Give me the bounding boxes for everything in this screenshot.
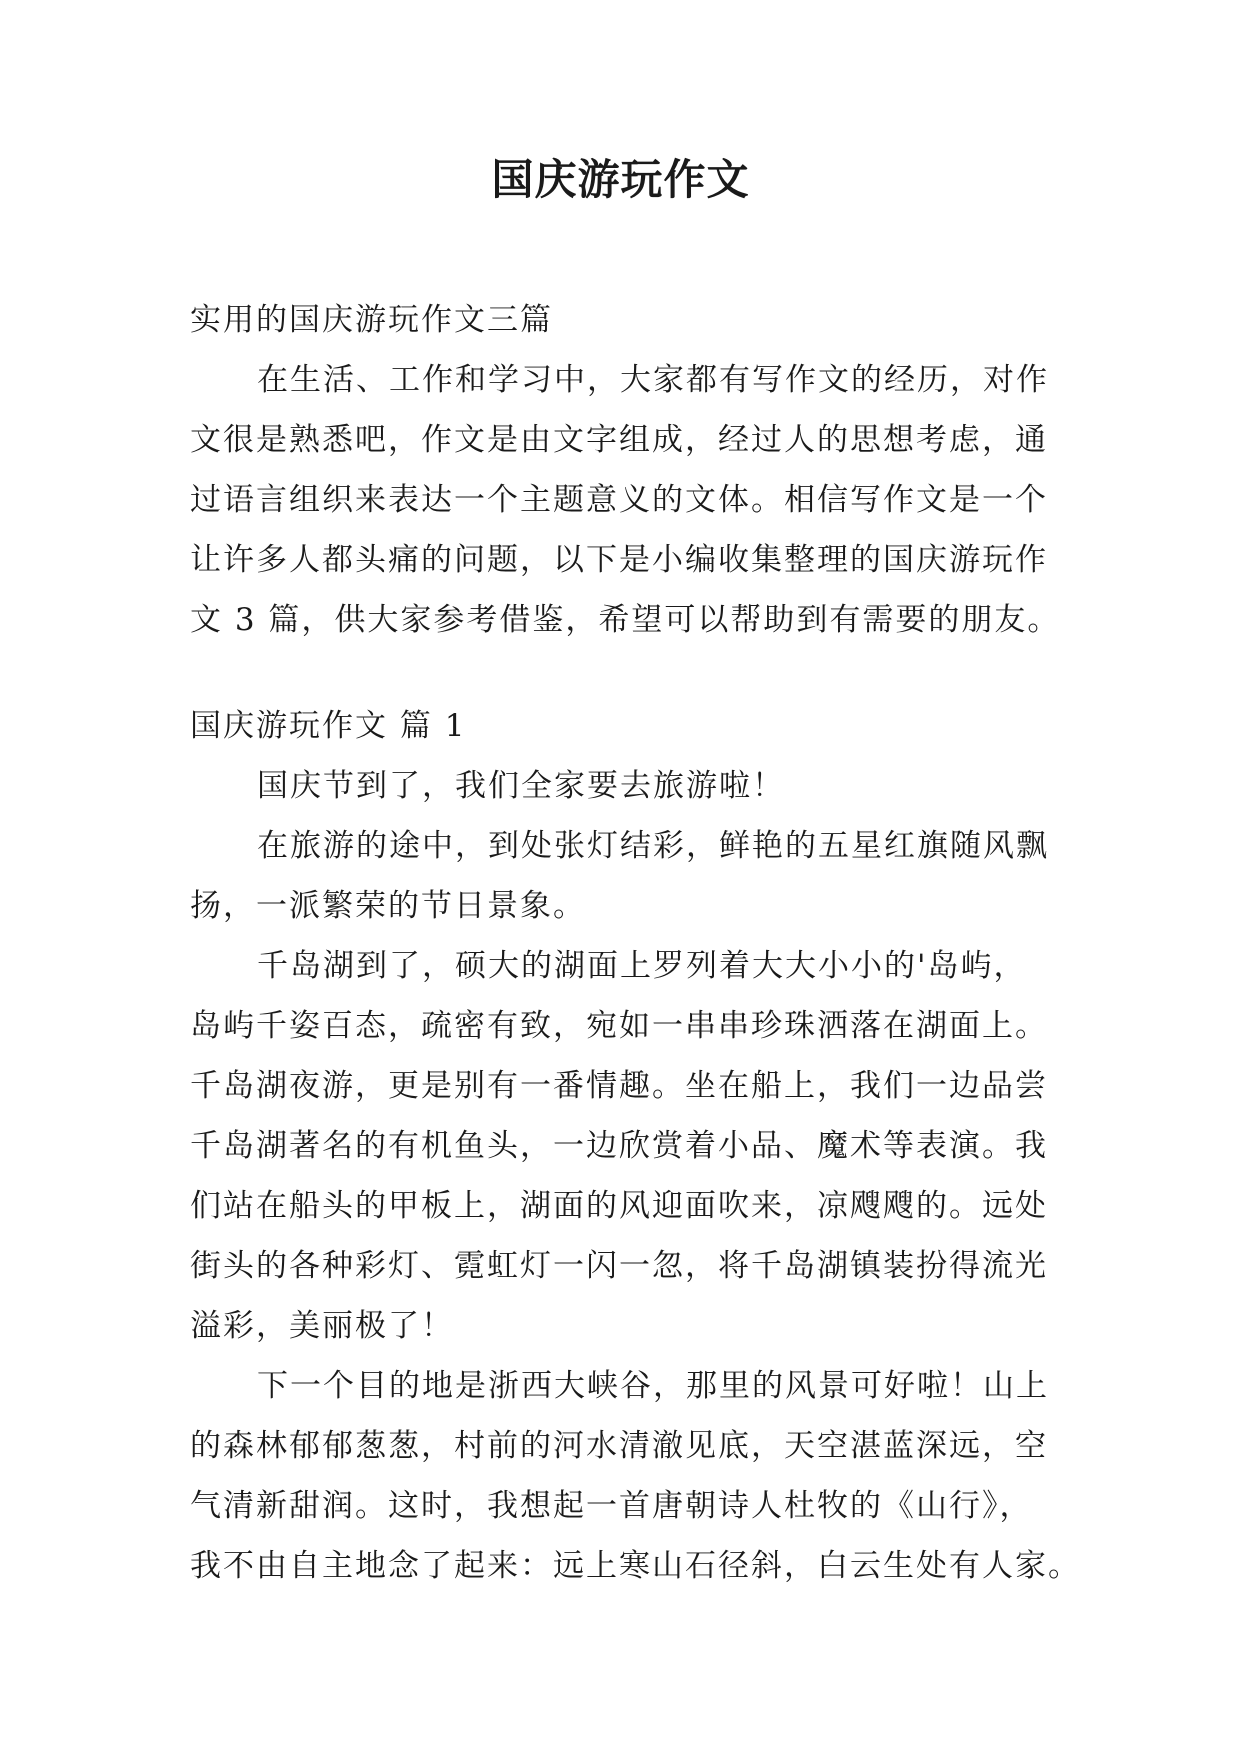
document-body	[190, 290, 1081, 1596]
paragraph-line: 扬，一派繁荣的节日景象。	[190, 888, 586, 924]
paragraph-line: 岛屿千姿百态，疏密有致，宛如一串串珍珠洒落在湖面上。	[190, 1008, 1048, 1044]
paragraph-line: 们站在船头的甲板上，湖面的风迎面吹来，凉飕飕的。远处	[190, 1188, 1048, 1224]
intro-line: 文 3 篇，供大家参考借鉴，希望可以帮助到有需要的朋友。	[190, 602, 1061, 638]
paragraph-line: 下一个目的地是浙西大峡谷，那里的风景可好啦！山上	[257, 1368, 1049, 1404]
paragraph-line: 千岛湖到了，硕大的湖面上罗列着大大小小的'岛屿，	[257, 948, 1027, 984]
intro-line: 文很是熟悉吧，作文是由文字组成，经过人的思想考虑，通	[190, 422, 1048, 458]
paragraph-line: 街头的各种彩灯、霓虹灯一闪一忽，将千岛湖镇装扮得流光	[190, 1248, 1048, 1284]
paragraph-line: 溢彩，美丽极了！	[190, 1308, 454, 1344]
paragraph-line: 气清新甜润。这时，我想起一首唐朝诗人杜牧的《山行》，	[190, 1488, 1033, 1524]
paragraph-line: 的森林郁郁葱葱，村前的河水清澈见底，天空湛蓝深远，空	[190, 1428, 1048, 1464]
intro-line: 过语言组织来表达一个主题意义的文体。相信写作文是一个	[190, 482, 1048, 518]
intro-line: 让许多人都头痛的问题，以下是小编收集整理的国庆游玩作	[190, 542, 1048, 578]
paragraph-line: 千岛湖著名的有机鱼头，一边欣赏着小品、魔术等表演。我	[190, 1128, 1048, 1164]
paragraph-line: 在旅游的途中，到处张灯结彩，鲜艳的五星红旗随风飘	[257, 828, 1049, 864]
section-heading: 国庆游玩作文 篇 1	[190, 708, 467, 744]
document-title: 国庆游玩作文	[491, 155, 750, 204]
intro-line: 在生活、工作和学习中，大家都有写作文的经历，对作	[257, 362, 1049, 398]
paragraph-line: 国庆节到了，我们全家要去旅游啦！	[257, 768, 785, 804]
section-spacer	[190, 650, 1060, 696]
paragraph-line: 我不由自主地念了起来：远上寒山石径斜，白云生处有人家。	[190, 1548, 1081, 1584]
paragraph-line: 千岛湖夜游，更是别有一番情趣。坐在船上，我们一边品尝	[190, 1068, 1048, 1104]
subtitle: 实用的国庆游玩作文三篇	[190, 302, 553, 338]
